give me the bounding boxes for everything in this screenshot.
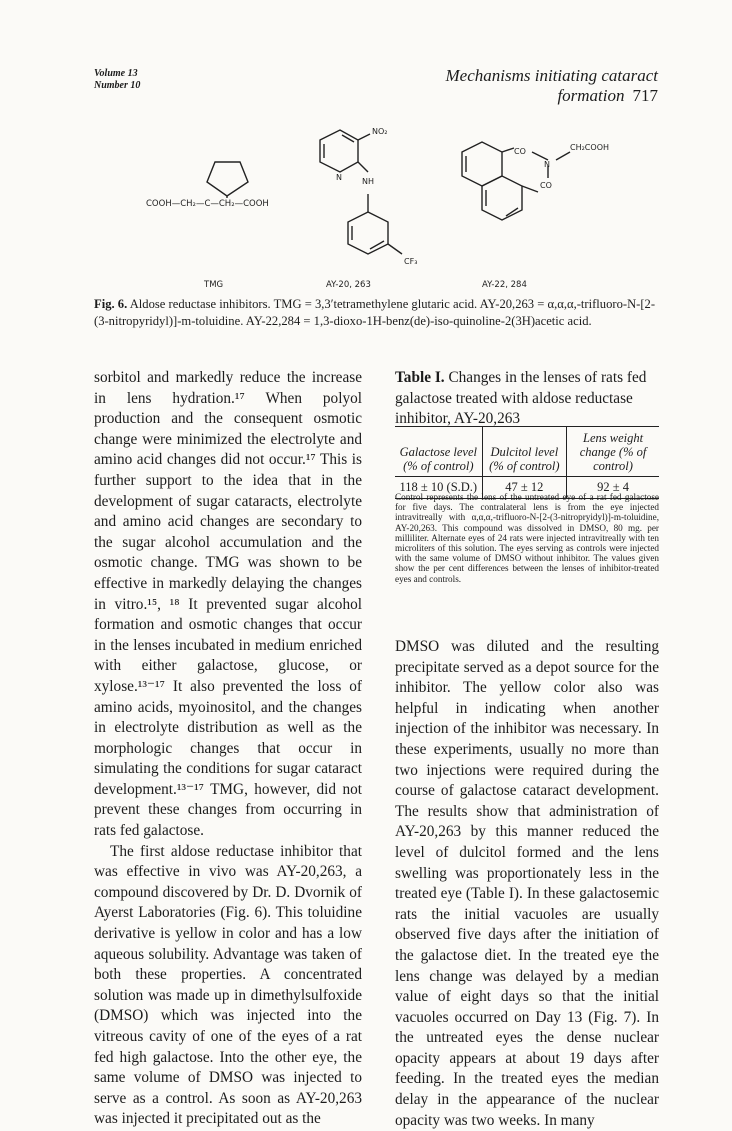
results-table xyxy=(395,426,659,499)
pyridine-n-label: N xyxy=(336,173,342,182)
chemical-structures-figure xyxy=(130,120,650,290)
imide-n-label: N xyxy=(544,160,550,169)
cell-galactose: 118 ± 10 (S.D.) xyxy=(399,480,478,494)
running-header xyxy=(350,66,658,106)
left-paragraph-1: sorbitol and markedly reduce the increase in lens hydration.¹⁷ When polyol production and the consequent osmotic change were minimized the electrolyte and amino acid changes did not occur.¹⁷ This is further support to the idea that in the development of sugar cataracts, electrolyte and amino acid changes are secondary to the sugar alcohol accumulation and the osmotic change. TMG was shown to be effective in markedly delaying the changes in vitro.¹⁵, ¹⁸ It prevented sugar alcohol formation and osmotic changes that occur in the lenses incubated in medium enriched with either galactose, glucose, or xylose.¹³⁻¹⁷ It also prevented the loss of amino acids, myoinositol, and the changes in electrolyte distribution as well as the morphologic changes that occur in simulating the conditions for sugar cataract development.¹³⁻¹⁷ TMG, however, did not prevent these changes from occurring in rats fed galactose. xyxy=(94,369,362,840)
table-label: Table I. xyxy=(395,369,445,386)
figure-caption xyxy=(94,296,660,330)
table-title-text: Changes in the lenses of rats fed galactose treated with aldose reductase inhibitor, AY-20,263 xyxy=(395,369,647,428)
co-bottom-label: CO xyxy=(540,181,552,190)
nh-label: NH xyxy=(362,177,374,186)
left-column xyxy=(94,368,362,1130)
co-top-label: CO xyxy=(514,147,526,156)
ay20263-structure xyxy=(320,130,402,254)
no2-label: NO₂ xyxy=(372,127,388,136)
number-label: Number 10 xyxy=(94,80,141,91)
right-column xyxy=(395,637,659,1131)
header-lens-weight: Lens weight change (% of control) xyxy=(567,427,659,477)
header-dulcitol: Dulcitol level (% of control) xyxy=(482,427,566,477)
tmg-structure xyxy=(207,162,248,198)
table-footnote: Control represents the lens of the untreated eye of a rat fed galactose for five days. The contralateral lens is from the eye injected intravitreally with α,α,α,-trifluoro-N-[2-(3-nitropryidyl)]-m-toluidine, AY-20,263. This compound was dissolved in DMSO, 80 mg. per milliliter. Alternate eyes of 24 rats were injected intravitreally with ten microliters of this solution. The eyes serving as controls were injected with the same volume of DMSO without inhibitor. The values given show the per cent differences between the lenses of inhibitor-treated eyes and controls. xyxy=(395,492,659,584)
table-header-row xyxy=(395,427,659,477)
pyridine-ring xyxy=(320,130,358,172)
ay20263-label: AY-20, 263 xyxy=(326,280,371,290)
volume-label: Volume 13 xyxy=(94,68,138,79)
tmg-formula: COOH—CH₂—C—CH₂—COOH xyxy=(146,199,269,209)
page-number: 717 xyxy=(632,86,658,105)
table-title xyxy=(395,368,659,430)
cyclopentane-ring xyxy=(207,162,248,196)
toluidine-ring xyxy=(348,212,388,254)
figure-caption-label: Fig. 6. xyxy=(94,297,128,311)
cell-dulcitol: 47 ± 12 xyxy=(482,477,566,499)
tmg-label: TMG xyxy=(204,280,224,290)
cf3-label: CF₃ xyxy=(404,257,418,266)
naphthalene-ring-b xyxy=(482,176,522,220)
header-galactose: Galactose level (% of control) xyxy=(395,427,482,477)
running-title: Mechanisms initiating cataract formation xyxy=(445,66,658,105)
cell-lens-weight: 92 ± 4 xyxy=(567,477,659,499)
volume-info xyxy=(94,68,140,92)
ch2cooh-label: CH₂COOH xyxy=(570,143,610,152)
left-paragraph-2: The first aldose reductase inhibitor that was effective in vivo was AY-20,263, a compound discovered by Dr. D. Dvornik of Ayerst Laboratories (Fig. 6). This toluidine derivative is yellow in color and has a low aqueous solubility. Advantage was taken of both these properties. A concentrated solution was made up in dimethylsulfoxide (DMSO) which was injected into the vitreous cavity of one of the eyes of a rat fed high galactose. Into the other eye, the same volume of DMSO was injected to serve as a control. As soon as AY-20,263 was injected it precipitated out as the xyxy=(94,842,362,1128)
ay22284-label: AY-22, 284 xyxy=(482,280,527,290)
figure-caption-text: Aldose reductase inhibitors. TMG = 3,3′tetramethylene glutaric acid. AY-20,263 = α,α,α,-trifluoro-N-[2-(3-nitropyridyl)]-m-toluidine. AY-22,284 = 1,3-dioxo-1H-benz(de)-iso-quinoline-2(3H)acetic acid. xyxy=(94,297,656,328)
right-paragraph: DMSO was diluted and the resulting precipitate served as a depot source for the inhibitor. The yellow color also was helpful in indicating when another injection of the inhibitor was necessary. In these experiments, usually no more than two injections were required during the course of galactose cataract development. The results show that administration of AY-20,263 by this manner reduced the level of dulcitol formed and the lens swelling was proportionately less in the treated eye (Table I). In these galactosemic rats the initial vacuoles are usually observed five days after the initiation of the galactose diet. In the treated eye the lens change was delayed by a median value of eight days so that the initial vacuoles occurred on Day 13 (Fig. 7). In the untreated eyes the dense nuclear opacity appears at about 19 days after feeding. In the treated eyes the median delay in the appearance of the nuclear opacity was two weeks. In many xyxy=(395,638,659,1129)
